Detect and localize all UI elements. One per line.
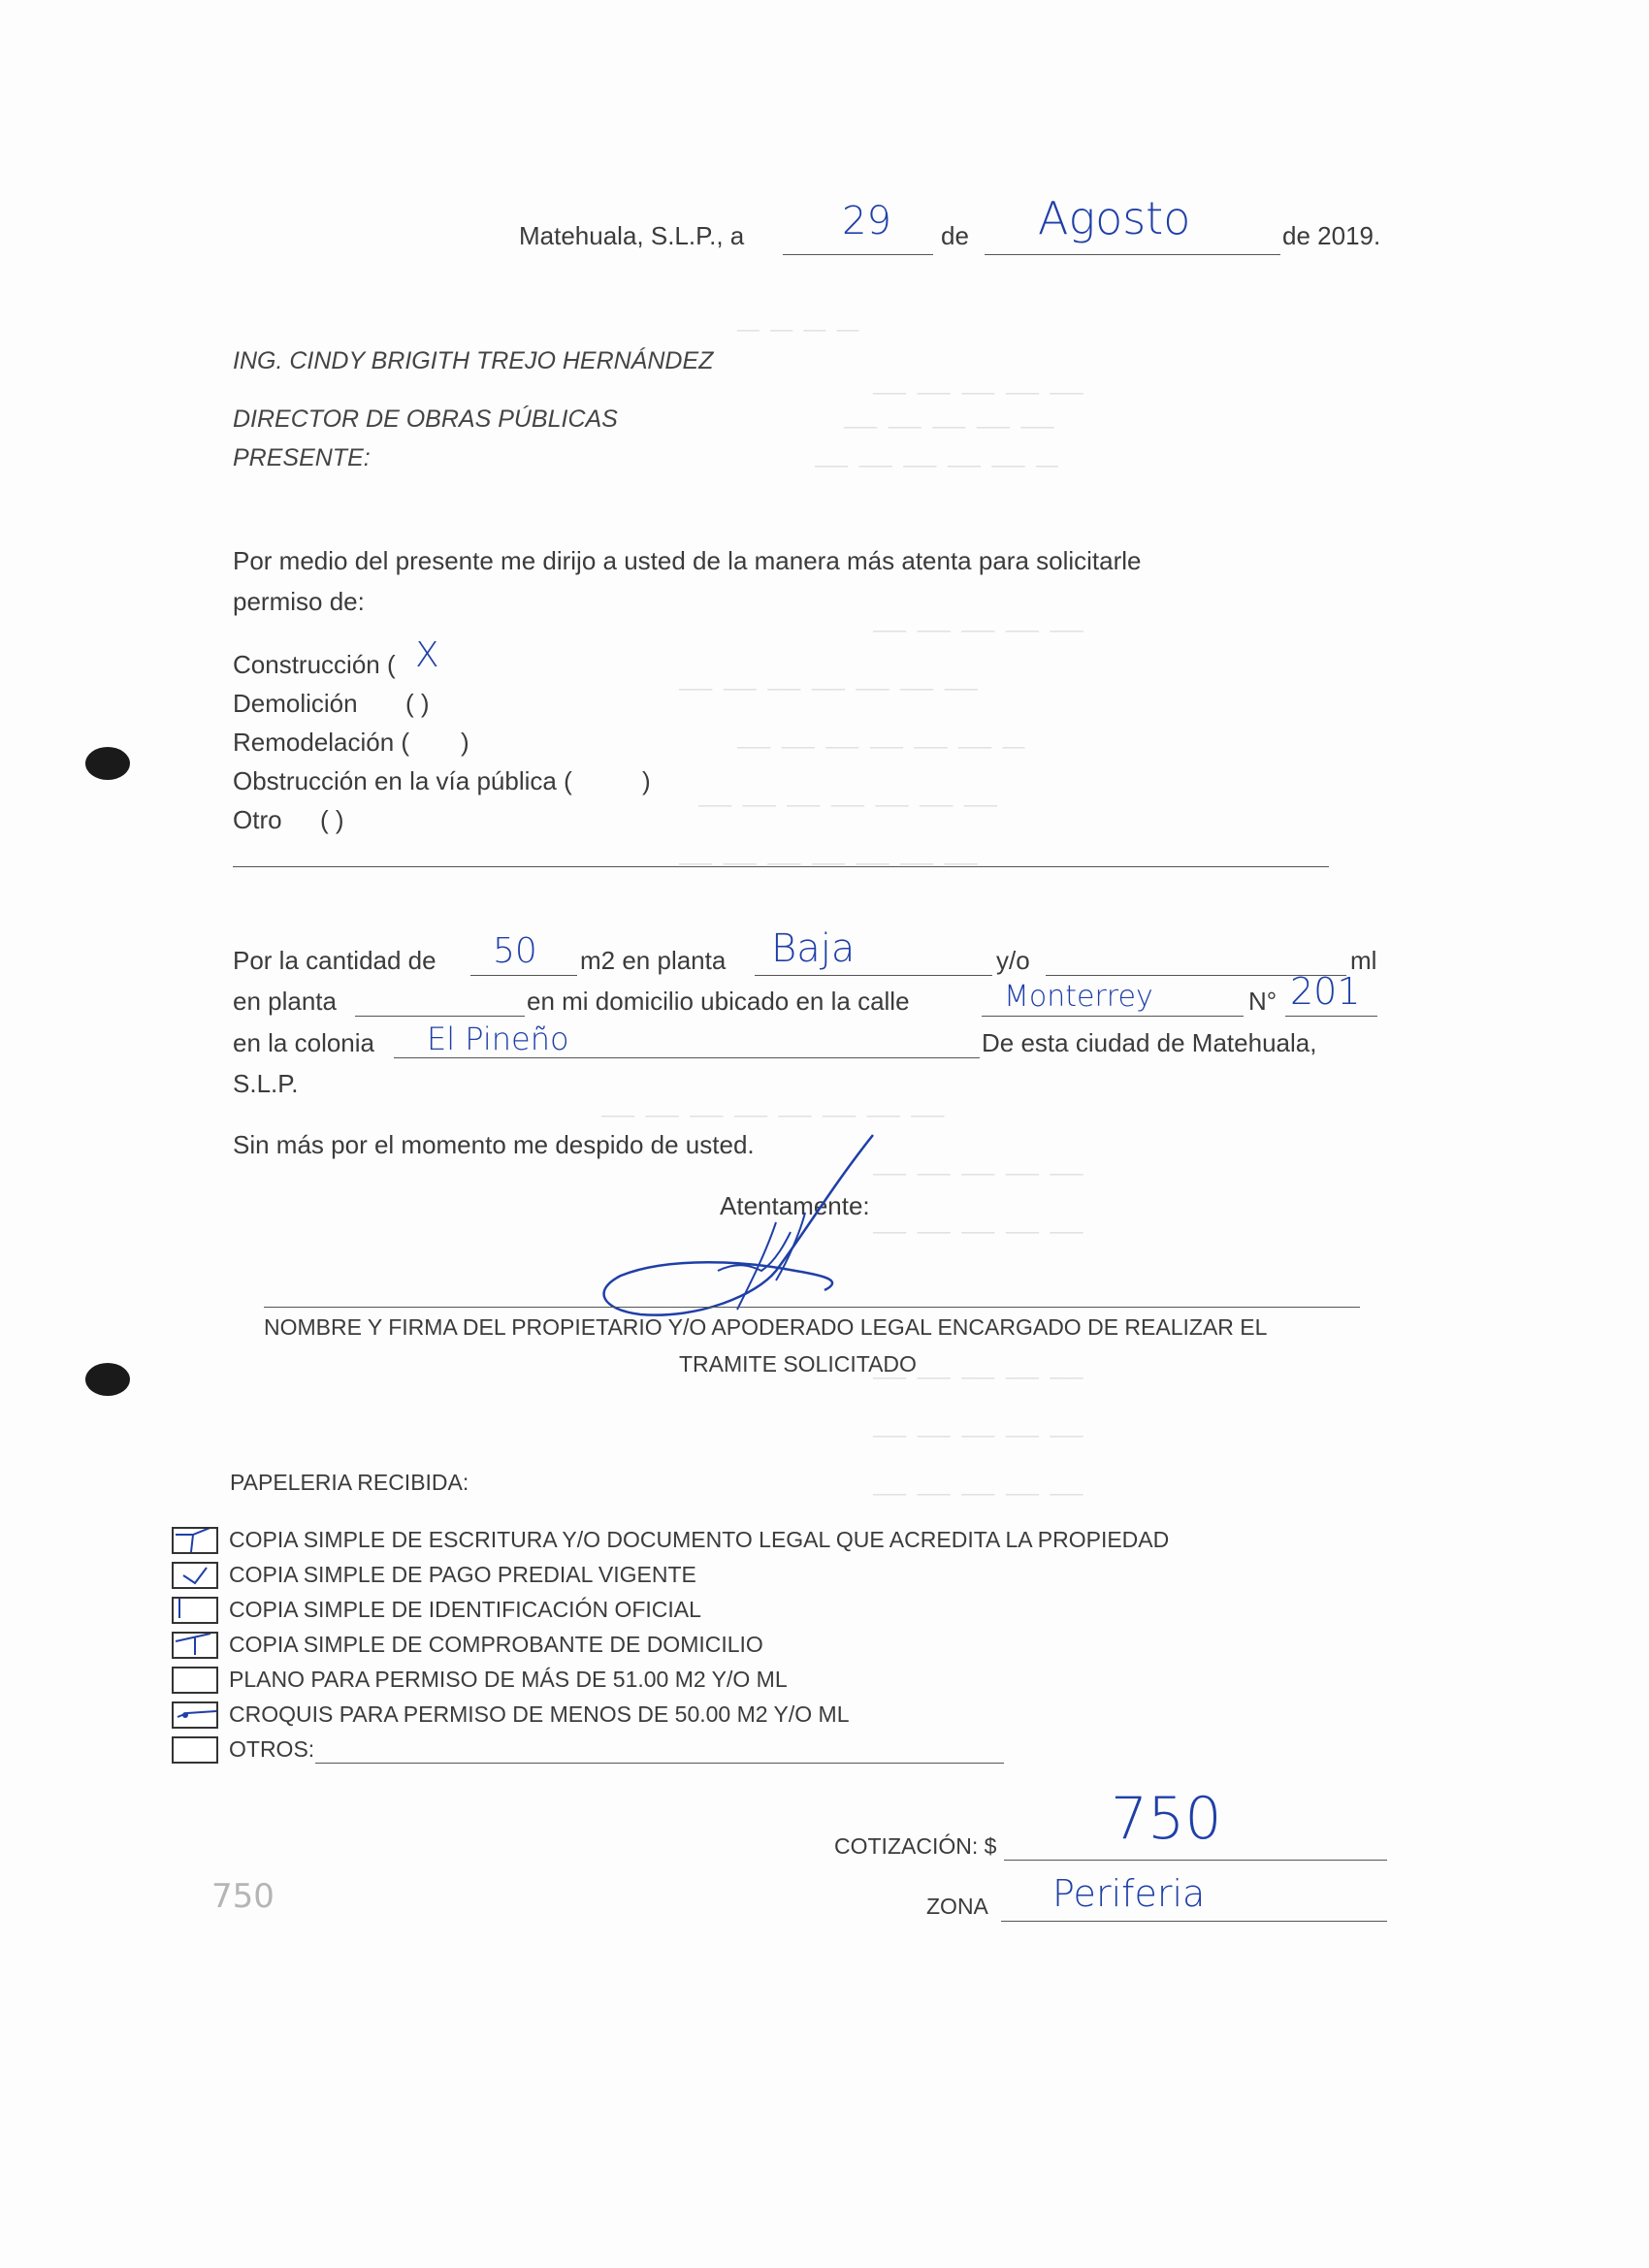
option-obstruccion-close: ) <box>642 766 651 795</box>
check-mark-icon <box>174 1529 216 1552</box>
en-planta-line <box>355 1016 525 1017</box>
de-label: de <box>941 221 969 250</box>
punch-hole-bottom <box>85 1363 130 1396</box>
en-planta-label: en planta <box>233 987 337 1016</box>
zona-line <box>1001 1921 1387 1922</box>
zona-label: ZONA <box>926 1894 988 1919</box>
slp-label: S.L.P. <box>233 1069 299 1098</box>
firma-caption-2: TRAMITE SOLICITADO <box>679 1351 917 1377</box>
numero-line <box>1285 1016 1377 1017</box>
otros-line <box>315 1763 1004 1764</box>
punch-hole-top <box>85 747 130 780</box>
pencil-note: 750 <box>211 1877 275 1916</box>
signature-line <box>264 1307 1360 1308</box>
recipient-title: DIRECTOR DE OBRAS PÚBLICAS <box>233 405 618 433</box>
checkbox-identificacion[interactable] <box>172 1597 218 1624</box>
cotizacion-handwritten: 750 <box>1111 1785 1222 1853</box>
numero-handwritten: 201 <box>1290 970 1361 1013</box>
firma-caption-1: NOMBRE Y FIRMA DEL PROPIETARIO Y/O APODERADO LEGAL ENCARGADO DE REALIZAR EL <box>264 1314 1268 1340</box>
year-suffix: de 2019. <box>1282 221 1381 250</box>
check-mark-icon <box>174 1703 216 1727</box>
checkbox-croquis[interactable] <box>172 1701 218 1729</box>
papeleria-item: COPIA SIMPLE DE ESCRITURA Y/O DOCUMENTO LEGAL QUE ACREDITA LA PROPIEDAD <box>229 1527 1170 1552</box>
option-otro: Otro <box>233 805 282 834</box>
month-handwritten: Agosto <box>1038 192 1191 244</box>
papeleria-item: CROQUIS PARA PERMISO DE MENOS DE 50.00 M2 Y/O ML <box>229 1701 850 1727</box>
checkbox-plano[interactable] <box>172 1667 218 1694</box>
presente-label: PRESENTE: <box>233 444 371 471</box>
option-demolicion: Demolición <box>233 689 358 718</box>
calle-line <box>982 1016 1244 1017</box>
papeleria-item: OTROS: <box>229 1736 315 1762</box>
scanned-form-page: —— —— —— —— ——— ——— ——— ——— ——— ——— ——— ——— ——— ——— ——— ——— ——— ——— ——— —— ——— ——— ——— ——— ——— ——— ——— ——— ——— ——— ——— ——— ——— ——— ——— ——— ——— ——— —— ——— ——— ——— ——— ——— ——— ——— ——— ——— ——— ——— ——— ——— ——— ——— ——— ——— ——— ——— ——— ——— ——— ——— ——— ——— ——— ——— ——— ——— ——— ——— ——— ——— ——— ——— ——— ——— ——— ——— ——— ——— ——— ——— ——— ——— ——— ——— Matehuala, S.L.P., a 29 de Agosto de 2019. ING. CINDY BRIGITH TREJO HERNÁNDEZ DIRECTOR DE OBRAS PÚBLICAS PRESENTE: Por medio del presente me dirijo a usted de la manera más atenta para solicitarle permiso de: Construcción ( X Demolición ( ) Remodelación ( ) Obstrucción en la vía pública ( ) Otro ( ) Por la cantidad de 50 m2 en planta Baja y/o ml en planta en mi domicilio ubicado en la calle Monterrey N° 201 en la colonia El Pineño De esta ciudad de Matehuala, S.L.P. Sin más por el momento me despido de usted. Atentamente: NOMBRE Y FIRMA DEL PROPIETARIO Y/O APODERADO LEGAL ENCARGADO DE REALIZAR EL TRAMITE SOLICITADO PAPELERIA RECIBIDA: COPIA SIMPLE DE ESCRITURA Y/O DOCUMENTO LEGAL QUE ACREDITA LA PROPIEDAD COPIA SIMPLE DE PAGO PREDIAL VIGENTE COPIA SIMPLE DE IDENTIFICACIÓN OFICIAL COPIA SIMPLE DE COMPROBANTE DE DOMICILIO PLANO PARA PERMISO DE MÁS DE 51.00 M2 Y/O ML CROQUIS PARA PERMISO DE MENOS DE 50.00 M2 Y/O ML OTROS: COTIZACIÓN: $ 750 ZONA Periferia 750 <box>0 0 1649 2268</box>
por-la-cantidad-label: Por la cantidad de <box>233 946 436 975</box>
checkbox-otros[interactable] <box>172 1736 218 1764</box>
domicilio-label: en mi domicilio ubicado en la calle <box>527 987 910 1016</box>
atentamente-label: Atentamente: <box>720 1191 870 1220</box>
m2-en-planta-label: m2 en planta <box>580 946 727 975</box>
papeleria-item: COPIA SIMPLE DE COMPROBANTE DE DOMICILIO <box>229 1632 763 1657</box>
check-mark-icon <box>174 1634 216 1657</box>
day-line <box>783 254 933 255</box>
papeleria-title: PAPELERIA RECIBIDA: <box>230 1470 469 1495</box>
option-demolicion-paren: ( ) <box>405 689 430 718</box>
option-remodelacion: Remodelación ( <box>233 728 410 757</box>
planta-line <box>755 975 992 976</box>
option-construccion: Construcción ( <box>233 650 396 679</box>
cotizacion-label: COTIZACIÓN: $ <box>834 1833 997 1859</box>
otro-line <box>233 866 1329 867</box>
planta-handwritten: Baja <box>771 926 856 971</box>
zona-handwritten: Periferia <box>1052 1872 1206 1915</box>
month-line <box>985 254 1280 255</box>
numero-label: N° <box>1248 987 1277 1016</box>
checkbox-predial[interactable] <box>172 1562 218 1589</box>
recipient-name: ING. CINDY BRIGITH TREJO HERNÁNDEZ <box>233 347 714 374</box>
option-obstruccion: Obstrucción en la vía pública ( <box>233 766 572 795</box>
cotizacion-line <box>1004 1860 1387 1861</box>
papeleria-item: COPIA SIMPLE DE IDENTIFICACIÓN OFICIAL <box>229 1597 701 1622</box>
colonia-line <box>394 1057 980 1058</box>
colonia-handwritten: El Pineño <box>427 1021 569 1057</box>
en-la-colonia-label: en la colonia <box>233 1028 374 1057</box>
despedida-text: Sin más por el momento me despido de usted. <box>233 1130 755 1159</box>
option-construccion-mark: X <box>415 635 439 675</box>
cantidad-line <box>470 975 577 976</box>
check-mark-icon <box>174 1564 216 1587</box>
intro-line-1: Por medio del presente me dirijo a usted de la manera más atenta para solicitarle <box>233 546 1142 575</box>
intro-line-2: permiso de: <box>233 587 365 616</box>
calle-handwritten: Monterrey <box>1004 980 1153 1014</box>
option-remodelacion-close: ) <box>461 728 469 757</box>
place-date-prefix: Matehuala, S.L.P., a <box>519 221 745 250</box>
ciudad-label: De esta ciudad de Matehuala, <box>982 1028 1317 1057</box>
option-otro-paren: ( ) <box>320 805 344 834</box>
ml-label: ml <box>1350 946 1377 975</box>
day-handwritten: 29 <box>842 199 891 243</box>
cantidad-handwritten: 50 <box>493 931 537 971</box>
papeleria-item: PLANO PARA PERMISO DE MÁS DE 51.00 M2 Y/O ML <box>229 1667 788 1692</box>
papeleria-item: COPIA SIMPLE DE PAGO PREDIAL VIGENTE <box>229 1562 696 1587</box>
check-mark-icon <box>174 1599 216 1622</box>
checkbox-escritura[interactable] <box>172 1527 218 1554</box>
checkbox-domicilio[interactable] <box>172 1632 218 1659</box>
yo-label: y/o <box>996 946 1030 975</box>
